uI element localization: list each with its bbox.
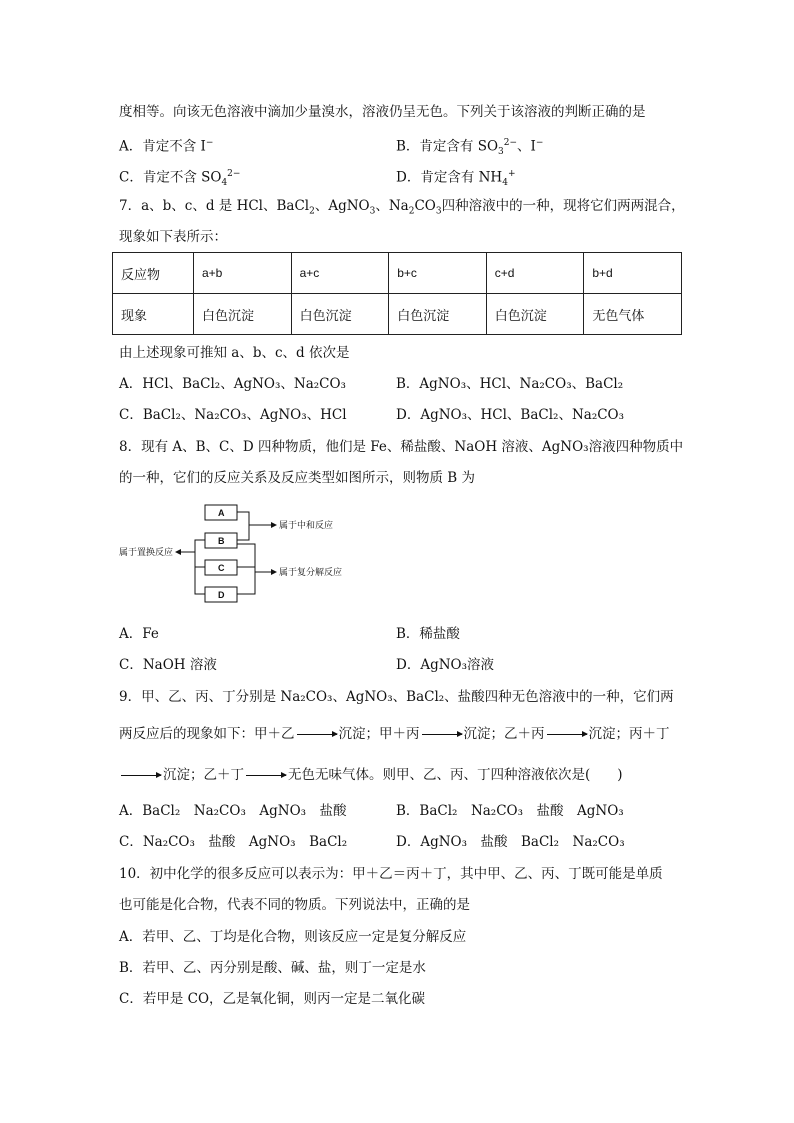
q10-option-a[interactable]: A．若甲、乙、丁均是化合物，则该反应一定是复分解反应: [119, 929, 467, 945]
table-cell: 反应物: [113, 253, 194, 294]
table-row: [113, 253, 682, 294]
box-d-label: D: [218, 590, 225, 600]
q9-option-a[interactable]: A．BaCl₂ Na₂CO₃ AgNO₃ 盐酸: [119, 803, 347, 819]
q7-option-d[interactable]: D．AgNO₃、HCl、BaCl₂、Na₂CO₃: [396, 407, 625, 423]
q8-option-a[interactable]: A．Fe: [119, 626, 159, 642]
q8-reaction-diagram: [119, 500, 359, 610]
table-cell: 白色沉淀: [486, 294, 584, 335]
q7-option-c[interactable]: C．BaCl₂、Na₂CO₃、AgNO₃、HCl: [119, 407, 347, 423]
q6-option-b[interactable]: B．肯定含有 $SO_3^{2-}$、I−: [396, 138, 544, 158]
q9-stem-line3: 沉淀；乙＋丁 无色无味气体。则甲、乙、丙、丁四种溶液依次是( ): [119, 765, 623, 785]
q9-stem-line2: 两反应后的现象如下：甲＋乙 沉淀；甲＋丙 沉淀；乙＋丙 沉淀；丙＋丁: [119, 726, 670, 742]
label-double-decomposition: 属于复分解反应: [279, 567, 343, 577]
arrow-icon: [297, 734, 337, 735]
table-cell: 白色沉淀: [291, 294, 389, 335]
table-cell: 白色沉淀: [389, 294, 487, 335]
q7-after-text: 由上述现象可推知 a、b、c、d 依次是: [119, 345, 350, 361]
box-b-label: B: [218, 536, 225, 546]
q8-stem-line1: 8．现有 A、B、C、D 四种物质，他们是 Fe、稀盐酸、NaOH 溶液、AgNO₃溶液四种物质中: [119, 439, 684, 455]
table-cell: 现象: [113, 294, 194, 335]
q10-stem-line1: 10．初中化学的很多反应可以表示为：甲＋乙＝丙＋丁，其中甲、乙、丙、丁既可能是单质: [119, 866, 663, 882]
table-cell: b+c: [389, 253, 487, 294]
q7-stem-line1: 7．a、b、c、d 是 HCl、BaCl$_2$、AgNO$_3$、$Na_2CO_3$四种溶液中的一种，现将它们两两混合，: [119, 198, 685, 217]
arrow-icon: [547, 734, 587, 735]
table-row: [113, 294, 682, 335]
q8-option-d[interactable]: D．AgNO₃溶液: [396, 657, 495, 673]
arrow-icon: [246, 775, 286, 776]
q8-option-c[interactable]: C．NaOH 溶液: [119, 657, 217, 673]
table-cell: 白色沉淀: [194, 294, 292, 335]
q10-option-b[interactable]: B．若甲、乙、丙分别是酸、碱、盐，则丁一定是水: [119, 960, 426, 976]
q6-option-a[interactable]: A．肯定不含 I−: [119, 138, 214, 155]
q9-option-b[interactable]: B．BaCl₂ Na₂CO₃ 盐酸 AgNO₃: [396, 803, 624, 819]
q10-stem-line2: 也可能是化合物，代表不同的物质。下列说法中，正确的是: [119, 897, 470, 913]
q9-stem-line1: 9．甲、乙、丙、丁分别是 Na₂CO₃、AgNO₃、BaCl₂、盐酸四种无色溶液中的一种，它们两: [119, 689, 674, 705]
q7-reaction-table: [112, 252, 682, 335]
q10-option-c[interactable]: C．若甲是 CO，乙是氧化铜，则丙一定是二氧化碳: [119, 991, 426, 1007]
table-cell: a+c: [291, 253, 389, 294]
q7-option-a[interactable]: A．HCl、BaCl₂、AgNO₃、Na₂CO₃: [119, 376, 346, 392]
q6-option-c[interactable]: C．肯定不含 $SO_4^{2-}$: [119, 169, 241, 189]
label-neutralization: 属于中和反应: [279, 520, 334, 530]
box-c-label: C: [218, 563, 225, 573]
table-cell: 无色气体: [584, 294, 682, 335]
q9-option-c[interactable]: C．Na₂CO₃ 盐酸 AgNO₃ BaCl₂: [119, 834, 348, 850]
label-displacement: 属于置换反应: [119, 547, 174, 557]
q7-stem-line2: 现象如下表所示：: [119, 229, 227, 245]
arrow-icon: [121, 775, 161, 776]
q7-option-b[interactable]: B．AgNO₃、HCl、Na₂CO₃、BaCl₂: [396, 376, 624, 392]
box-a-label: A: [218, 508, 225, 518]
q8-option-b[interactable]: B．稀盐酸: [396, 626, 460, 642]
table-cell: c+d: [486, 253, 584, 294]
table-cell: b+d: [584, 253, 682, 294]
arrow-icon: [422, 734, 462, 735]
q8-stem-line2: 的一种，它们的反应关系及反应类型如图所示，则物质 B 为: [119, 470, 476, 486]
table-cell: a+b: [194, 253, 292, 294]
q9-option-d[interactable]: D．AgNO₃ 盐酸 BaCl₂ Na₂CO₃: [396, 834, 625, 850]
q6-option-d[interactable]: D．肯定含有 $NH_4^+$: [396, 169, 516, 189]
intro-line: 度相等。向该无色溶液中滴加少量溴水，溶液仍呈无色。下列关于该溶液的判断正确的是: [119, 104, 646, 120]
